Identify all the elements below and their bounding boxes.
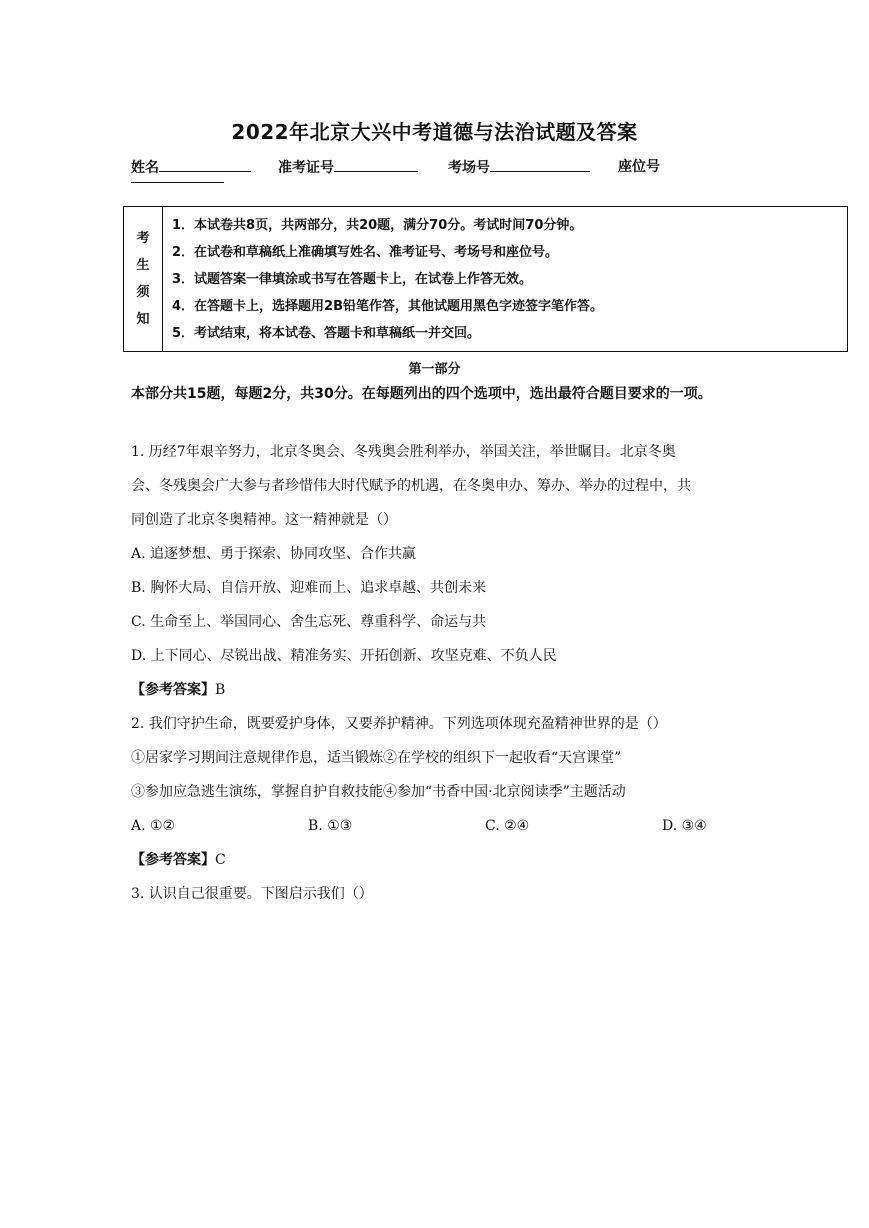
q2-option-c: C. ②④	[485, 818, 530, 834]
exam-id-blank	[334, 156, 418, 172]
notice-label-char: 须	[136, 285, 150, 300]
notice-item: 3．试题答案一律填涂或书写在答题卡上，在试卷上作答无效。	[172, 272, 533, 287]
exam-id-label: 准考证号	[278, 160, 334, 176]
q1-stem-line: 1. 历经7年艰辛努力，北京冬奥会、冬残奥会胜利举办，举国关注，举世瞩目。北京冬奥	[131, 444, 676, 460]
q1-stem-line: 同创造了北京冬奥精神。这一精神就是（）	[131, 512, 397, 528]
part-heading: 第一部分	[408, 362, 461, 377]
notice-label-char: 生	[136, 258, 150, 273]
q2-stem: 2. 我们守护生命，既要爱护身体，又要养护精神。下列选项体现充盈精神世界的是（）	[131, 716, 667, 732]
notice-item: 4．在答题卡上，选择题用2B铅笔作答，其他试题用黑色字迹签字笔作答。	[172, 299, 603, 314]
q1-option-b: B. 胸怀大局、自信开放、迎难而上、追求卓越、共创未来	[131, 580, 487, 596]
q1-answer	[131, 680, 225, 700]
notice-label	[124, 207, 163, 351]
room-field	[448, 156, 590, 177]
q1-stem-line: 会、冬残奥会广大参与者珍惜伟大时代赋予的机遇，在冬奥申办、筹办、举办的过程中，共	[131, 478, 691, 494]
notice-item: 1．本试卷共8页，共两部分，共20题，满分70分。考试时间70分钟。	[172, 218, 583, 233]
answer-value: C	[215, 852, 226, 868]
q2-option-d: D. ③④	[662, 818, 707, 834]
notice-list	[172, 215, 603, 350]
q2-option-b: B. ①③	[308, 818, 353, 834]
notice-label-char: 考	[136, 231, 150, 246]
name-blank	[159, 156, 251, 172]
seat-field	[618, 156, 660, 176]
name-field	[131, 156, 251, 177]
page-title: 2022年北京大兴中考道德与法治试题及答案	[231, 120, 638, 144]
q1-option-a: A. 追逐梦想、勇于探索、协同攻坚、合作共赢	[131, 546, 417, 562]
q3-stem: 3. 认识自己很重要。下图启示我们（）	[131, 886, 373, 902]
room-blank	[490, 156, 590, 172]
q2-statement-line: ③参加应急逃生演练，掌握自护自救技能④参加“书香中国·北京阅读季”主题活动	[131, 784, 626, 800]
answer-label: 【参考答案】	[131, 682, 215, 698]
q1-option-c: C. 生命至上、举国同心、舍生忘死、尊重科学、命运与共	[131, 614, 487, 630]
candidate-notice-box	[123, 206, 848, 352]
notice-label-char: 知	[136, 312, 150, 327]
answer-label: 【参考答案】	[131, 852, 215, 868]
q2-statement-line: ①居家学习期间注意规律作息，适当锻炼②在学校的组织下一起收看“天宫课堂”	[131, 750, 622, 766]
seat-label: 座位号	[618, 159, 660, 175]
room-label: 考场号	[448, 160, 490, 176]
answer-value: B	[215, 682, 226, 698]
q2-answer	[131, 850, 226, 870]
notice-item: 5．考试结束，将本试卷、答题卡和草稿纸一并交回。	[172, 326, 481, 341]
seat-blank	[131, 182, 224, 183]
part-description: 本部分共15题，每题2分，共30分。在每题列出的四个选项中，选出最符合题目要求的一项。	[131, 386, 712, 402]
q1-option-d: D. 上下同心、尽锐出战、精准务实、开拓创新、攻坚克难、不负人民	[131, 648, 557, 664]
notice-item: 2．在试卷和草稿纸上准确填写姓名、准考证号、考场号和座位号。	[172, 245, 559, 260]
name-label: 姓名	[131, 160, 159, 176]
exam-id-field	[278, 156, 418, 177]
q2-option-a: A. ①②	[131, 818, 176, 834]
